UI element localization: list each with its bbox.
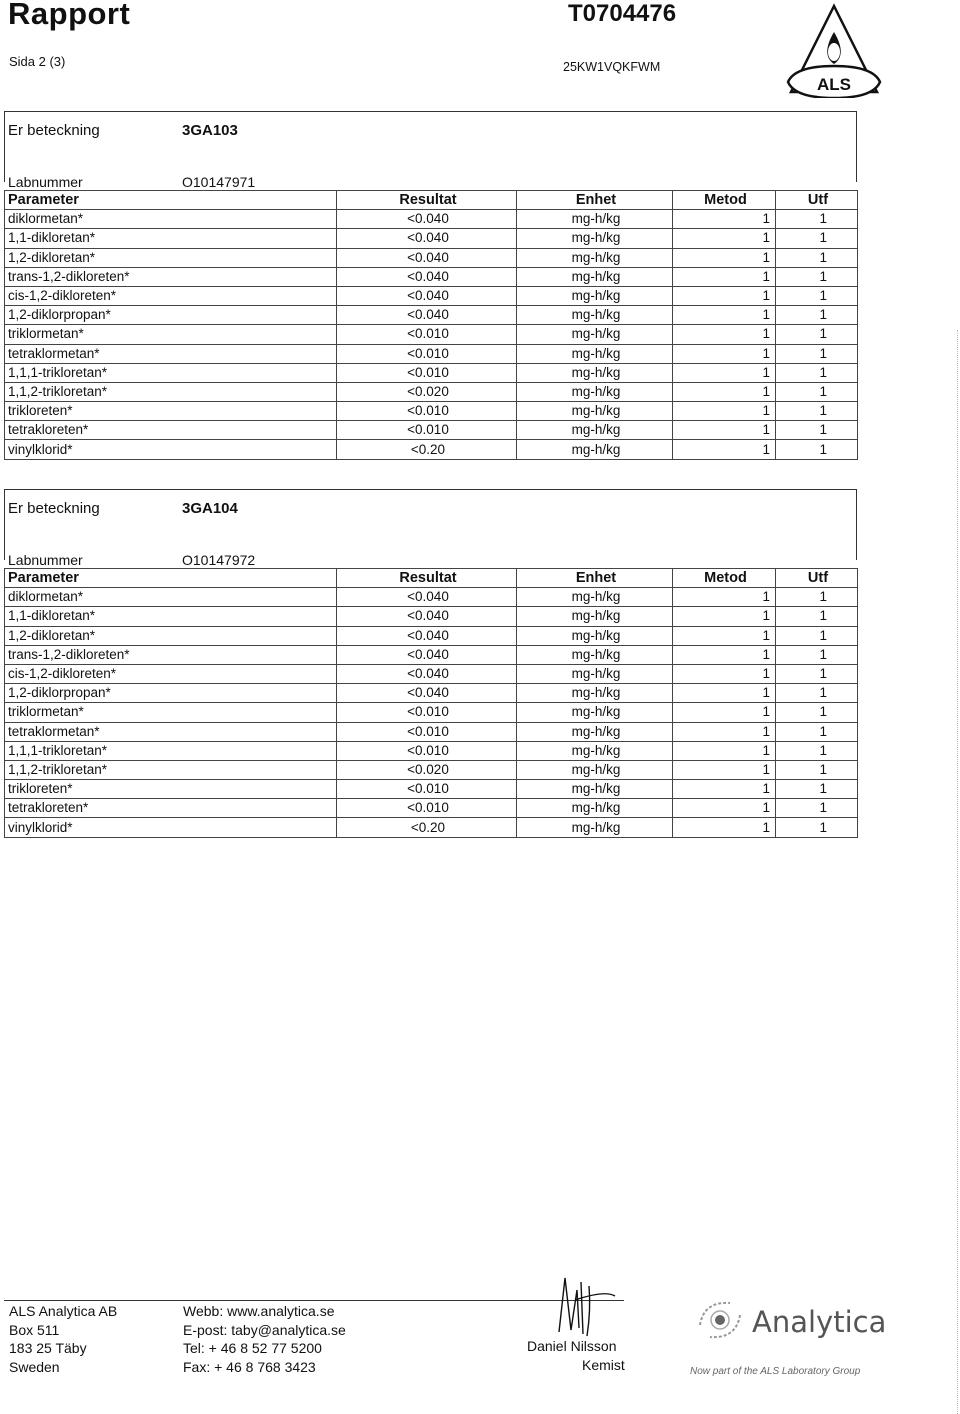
table-row [5,210,858,229]
method-cell: 1 [673,402,776,421]
table-row [5,818,858,837]
parameter-cell: cis-1,2-dikloreten* [5,664,337,683]
parameter-cell: tetraklormetan* [5,344,337,363]
unit-cell: mg-h/kg [517,440,673,459]
analytica-logo-icon [690,1295,750,1345]
parameter-cell: trans-1,2-dikloreten* [5,267,337,286]
sample-header-box [4,111,857,182]
utf-cell: 1 [776,402,858,421]
result-cell: <0.010 [337,703,517,722]
unit-cell: mg-h/kg [517,248,673,267]
phone-text: Tel: + 46 8 52 77 5200 [183,1340,322,1356]
company-address [9,1302,117,1376]
table-row [5,780,858,799]
unit-cell: mg-h/kg [517,799,673,818]
method-cell: 1 [673,780,776,799]
method-cell: 1 [673,664,776,683]
unit-cell: mg-h/kg [517,645,673,664]
unit-cell: mg-h/kg [517,344,673,363]
result-cell: <0.20 [337,818,517,837]
column-header-4: Utf [776,569,858,588]
parameter-cell: triklormetan* [5,325,337,344]
table-row [5,722,858,741]
utf-cell: 1 [776,588,858,607]
result-cell: <0.010 [337,722,517,741]
parameter-cell: trikloreten* [5,402,337,421]
unit-cell: mg-h/kg [517,588,673,607]
labnummer-value: O10147971 [182,174,256,190]
results-table [4,568,858,838]
unit-cell: mg-h/kg [517,741,673,760]
parameter-cell: tetraklormetan* [5,722,337,741]
signer-name: Daniel Nilsson [527,1338,617,1354]
unit-cell: mg-h/kg [517,626,673,645]
email-text: E-post: taby@analytica.se [183,1321,346,1338]
method-cell: 1 [673,741,776,760]
utf-cell: 1 [776,440,858,459]
utf-cell: 1 [776,645,858,664]
utf-cell: 1 [776,703,858,722]
unit-cell: mg-h/kg [517,210,673,229]
utf-cell: 1 [776,421,858,440]
unit-cell: mg-h/kg [517,267,673,286]
parameter-cell: vinylklorid* [5,818,337,837]
logo-text: ALS [817,75,851,94]
result-cell: <0.010 [337,363,517,382]
method-cell: 1 [673,286,776,305]
method-cell: 1 [673,325,776,344]
parameter-cell: vinylklorid* [5,440,337,459]
method-cell: 1 [673,722,776,741]
table-row [5,325,858,344]
table-row [5,703,858,722]
result-cell: <0.040 [337,684,517,703]
result-cell: <0.040 [337,664,517,683]
column-header-0: Parameter [5,191,337,210]
result-cell: <0.020 [337,382,517,401]
result-cell: <0.20 [337,440,517,459]
result-cell: <0.040 [337,588,517,607]
method-cell: 1 [673,440,776,459]
table-row [5,741,858,760]
method-cell: 1 [673,363,776,382]
parameter-cell: diklormetan* [5,210,337,229]
column-header-1: Resultat [337,191,517,210]
method-cell: 1 [673,382,776,401]
parameter-cell: triklormetan* [5,703,337,722]
parameter-cell: 1,1,1-trikloretan* [5,741,337,760]
parameter-cell: 1,1-dikloretan* [5,607,337,626]
report-title: Rapport [8,0,131,31]
table-row [5,306,858,325]
utf-cell: 1 [776,248,858,267]
utf-cell: 1 [776,286,858,305]
utf-cell: 1 [776,607,858,626]
utf-cell: 1 [776,684,858,703]
utf-cell: 1 [776,722,858,741]
table-row [5,382,858,401]
result-cell: <0.040 [337,267,517,286]
column-header-2: Enhet [517,191,673,210]
column-header-3: Metod [673,191,776,210]
utf-cell: 1 [776,267,858,286]
utf-cell: 1 [776,780,858,799]
table-row [5,799,858,818]
unit-cell: mg-h/kg [517,760,673,779]
company-name: ALS Analytica AB [9,1303,118,1319]
column-header-2: Enhet [517,569,673,588]
parameter-cell: tetrakloreten* [5,799,337,818]
table-row [5,626,858,645]
table-row [5,344,858,363]
labnummer-value: O10147972 [182,552,256,568]
utf-cell: 1 [776,382,858,401]
unit-cell: mg-h/kg [517,229,673,248]
unit-cell: mg-h/kg [517,664,673,683]
method-cell: 1 [673,684,776,703]
result-cell: <0.040 [337,607,517,626]
result-cell: <0.040 [337,229,517,248]
result-cell: <0.010 [337,325,517,344]
table-header-row [5,191,858,210]
parameter-cell: 1,1,2-trikloretan* [5,382,337,401]
table-row [5,760,858,779]
document-id: 25KW1VQKFWM [563,60,661,74]
results-table [4,190,858,460]
sample-header-box [4,489,857,560]
parameter-cell: 1,1,2-trikloretan* [5,760,337,779]
utf-cell: 1 [776,325,858,344]
result-cell: <0.040 [337,645,517,664]
utf-cell: 1 [776,741,858,760]
column-header-0: Parameter [5,569,337,588]
result-cell: <0.010 [337,344,517,363]
method-cell: 1 [673,344,776,363]
address-line: Box 511 [9,1321,60,1338]
unit-cell: mg-h/kg [517,382,673,401]
er-beteckning-value: 3GA103 [182,122,238,139]
er-beteckning-value: 3GA104 [182,500,238,517]
unit-cell: mg-h/kg [517,325,673,344]
parameter-cell: 1,1,1-trikloretan* [5,363,337,382]
table-row [5,286,858,305]
method-cell: 1 [673,588,776,607]
er-beteckning-label: Er beteckning [8,500,100,517]
unit-cell: mg-h/kg [517,780,673,799]
scan-edge-line [957,330,959,1414]
method-cell: 1 [673,210,776,229]
result-cell: <0.040 [337,306,517,325]
result-cell: <0.020 [337,760,517,779]
utf-cell: 1 [776,306,858,325]
method-cell: 1 [673,799,776,818]
parameter-cell: 1,2-diklorpropan* [5,684,337,703]
result-cell: <0.040 [337,286,517,305]
footer-divider [4,1300,624,1301]
utf-cell: 1 [776,626,858,645]
parameter-cell: 1,2-dikloretan* [5,626,337,645]
als-logo [785,2,883,98]
method-cell: 1 [673,818,776,837]
parameter-cell: 1,1-dikloretan* [5,229,337,248]
utf-cell: 1 [776,344,858,363]
unit-cell: mg-h/kg [517,684,673,703]
address-line: 183 25 Täby [9,1340,87,1356]
table-row [5,664,858,683]
table-row [5,267,858,286]
table-row [5,607,858,626]
unit-cell: mg-h/kg [517,703,673,722]
utf-cell: 1 [776,760,858,779]
labnummer-label: Labnummer [8,552,83,568]
unit-cell: mg-h/kg [517,722,673,741]
table-row [5,684,858,703]
method-cell: 1 [673,229,776,248]
utf-cell: 1 [776,229,858,248]
unit-cell: mg-h/kg [517,607,673,626]
table-row [5,440,858,459]
utf-cell: 1 [776,210,858,229]
result-cell: <0.010 [337,421,517,440]
result-cell: <0.040 [337,626,517,645]
unit-cell: mg-h/kg [517,286,673,305]
result-cell: <0.010 [337,799,517,818]
method-cell: 1 [673,421,776,440]
table-row [5,363,858,382]
result-cell: <0.010 [337,741,517,760]
er-beteckning-label: Er beteckning [8,122,100,139]
parameter-cell: 1,2-dikloretan* [5,248,337,267]
result-cell: <0.010 [337,402,517,421]
unit-cell: mg-h/kg [517,402,673,421]
parameter-cell: trans-1,2-dikloreten* [5,645,337,664]
unit-cell: mg-h/kg [517,818,673,837]
table-row [5,402,858,421]
analytica-brand: Analytica [752,1305,887,1339]
result-cell: <0.040 [337,248,517,267]
fax-text: Fax: + 46 8 768 3423 [183,1358,316,1375]
sample-block-1 [4,111,857,471]
unit-cell: mg-h/kg [517,363,673,382]
method-cell: 1 [673,607,776,626]
analytica-tagline: Now part of the ALS Laboratory Group [690,1366,861,1377]
page-number: Sida 2 (3) [9,54,66,69]
column-header-1: Resultat [337,569,517,588]
parameter-cell: tetrakloreten* [5,421,337,440]
unit-cell: mg-h/kg [517,306,673,325]
table-header-row [5,569,858,588]
parameter-cell: trikloreten* [5,780,337,799]
handwritten-signature [545,1270,625,1340]
utf-cell: 1 [776,363,858,382]
method-cell: 1 [673,267,776,286]
table-row [5,645,858,664]
website-text: Webb: www.analytica.se [183,1303,335,1319]
method-cell: 1 [673,760,776,779]
column-header-4: Utf [776,191,858,210]
table-row [5,421,858,440]
method-cell: 1 [673,703,776,722]
sample-block-2 [4,489,857,849]
signer-title: Kemist [582,1357,625,1373]
unit-cell: mg-h/kg [517,421,673,440]
utf-cell: 1 [776,664,858,683]
table-row [5,588,858,607]
column-header-3: Metod [673,569,776,588]
utf-cell: 1 [776,799,858,818]
labnummer-label: Labnummer [8,174,83,190]
table-row [5,248,858,267]
parameter-cell: diklormetan* [5,588,337,607]
table-row [5,229,858,248]
document-number: T0704476 [568,0,677,27]
parameter-cell: cis-1,2-dikloreten* [5,286,337,305]
method-cell: 1 [673,306,776,325]
result-cell: <0.040 [337,210,517,229]
address-line: Sweden [9,1358,60,1375]
method-cell: 1 [673,626,776,645]
result-cell: <0.010 [337,780,517,799]
method-cell: 1 [673,248,776,267]
method-cell: 1 [673,645,776,664]
parameter-cell: 1,2-diklorpropan* [5,306,337,325]
company-contact [183,1302,346,1376]
utf-cell: 1 [776,818,858,837]
